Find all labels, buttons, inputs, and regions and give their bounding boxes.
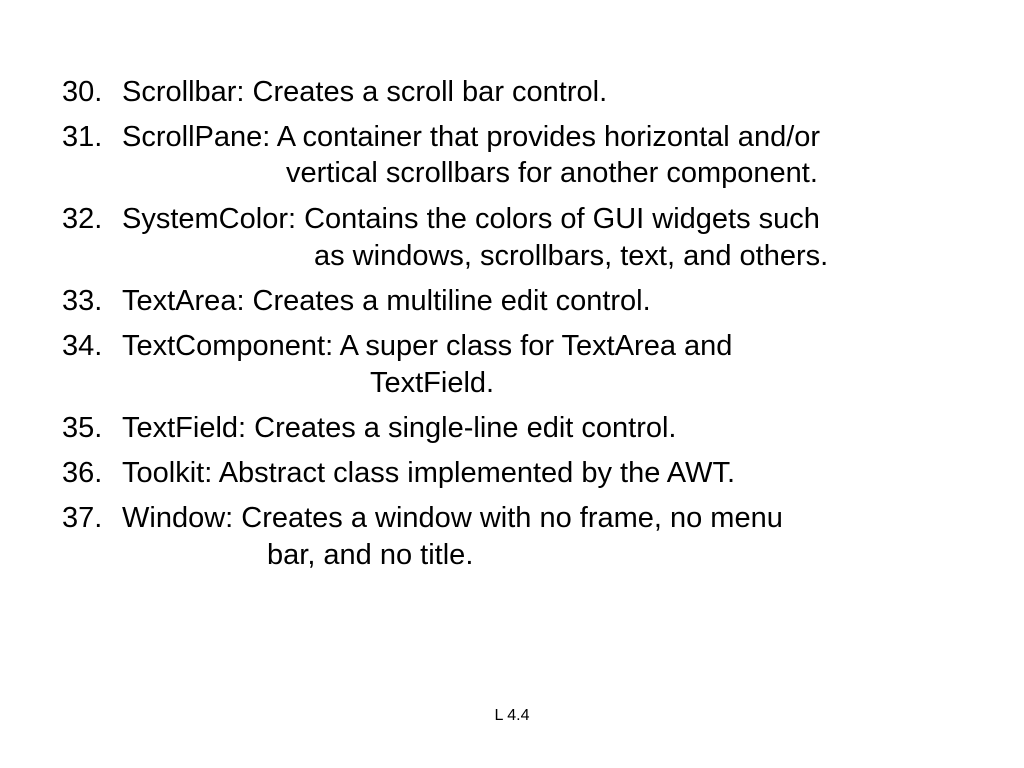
item-number: 32.	[62, 203, 103, 235]
item-text-continuation: as windows, scrollbars, text, and others.	[314, 240, 829, 272]
item-text-continuation: vertical scrollbars for another component.	[286, 157, 818, 189]
item-number: 37.	[62, 502, 103, 534]
item-number: 36.	[62, 457, 103, 489]
item-text: Scrollbar: Creates a scroll bar control.	[122, 76, 608, 108]
item-text: ScrollPane: A container that provides horizontal and/or	[122, 121, 821, 153]
item-text: TextField: Creates a single-line edit control.	[122, 412, 677, 444]
item-text: SystemColor: Contains the colors of GUI widgets such	[122, 203, 820, 235]
item-number: 33.	[62, 285, 103, 317]
item-text-continuation: TextField.	[370, 367, 495, 399]
item-text: TextArea: Creates a multiline edit control.	[122, 285, 651, 317]
item-text: Window: Creates a window with no frame, no menu	[122, 502, 783, 534]
item-number: 35.	[62, 412, 103, 444]
item-text: Toolkit: Abstract class implemented by the AWT.	[122, 457, 736, 489]
item-number: 30.	[62, 76, 103, 108]
item-number: 34.	[62, 330, 103, 362]
item-text: TextComponent: A super class for TextArea and	[122, 330, 733, 362]
item-text-continuation: bar, and no title.	[267, 539, 474, 571]
slide-number: L 4.4	[494, 707, 530, 724]
item-number: 31.	[62, 121, 103, 153]
